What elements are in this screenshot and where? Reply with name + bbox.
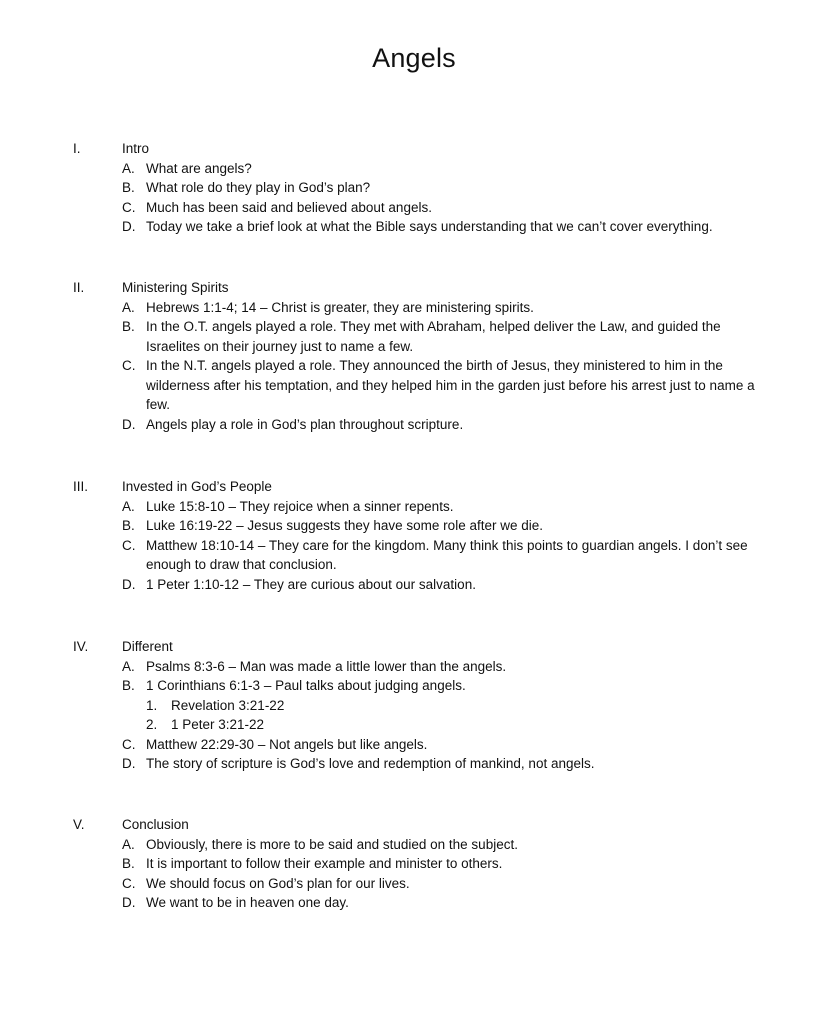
item-label: B. [122, 319, 135, 334]
item-text: Luke 15:8-10 – They rejoice when a sinner repents. [146, 498, 454, 514]
section-title: Different [122, 639, 173, 654]
outline-item [0, 575, 828, 595]
item-label: C. [122, 199, 136, 215]
item-text: Hebrews 1:1-4; 14 – Christ is greater, they are ministering spirits. [146, 299, 534, 315]
item-label: A. [122, 836, 135, 852]
outline-item [0, 835, 828, 855]
item-label: B. [122, 518, 135, 533]
item-text: What are angels? [146, 160, 252, 176]
item-text: Luke 16:19-22 – Jesus suggests they have some role after we die. [146, 518, 543, 533]
document-title: Angels [372, 43, 456, 73]
item-label: B. [122, 180, 135, 195]
item-text: Today we take a brief look at what the Bible says understanding that we can’t cover everything. [146, 219, 713, 234]
item-text: What role do they play in God’s plan? [146, 180, 371, 195]
outline-item [0, 178, 828, 198]
outline-item [0, 754, 828, 774]
outline-item [0, 874, 828, 894]
item-text: We should focus on God’s plan for our lives. [146, 875, 410, 891]
section-title: Invested in God’s People [122, 479, 272, 494]
subitem-text: Revelation 3:21-22 [171, 697, 285, 713]
outline-item [0, 415, 828, 435]
section-number: III. [73, 479, 89, 494]
item-text: Matthew 22:29-30 – Not angels but like angels. [146, 736, 428, 752]
outline-item [0, 159, 828, 179]
item-text: The story of scripture is God’s love and redemption of mankind, not angels. [146, 756, 595, 771]
item-text: 1 Peter 1:10-12 – They are curious about our salvation. [146, 576, 476, 592]
section-number: I. [73, 141, 81, 156]
item-label: D. [122, 416, 136, 432]
item-text: We want to be in heaven one day. [146, 895, 349, 910]
outline-subitem [0, 696, 828, 716]
outline-item [0, 356, 828, 415]
item-label: D. [122, 756, 136, 771]
section-number: IV. [73, 639, 89, 654]
outline-item [0, 217, 828, 237]
outline-item [0, 198, 828, 218]
subitem-label: 2. [146, 717, 158, 732]
item-label: C. [122, 875, 136, 891]
outline-item [0, 317, 828, 356]
item-text: It is important to follow their example and minister to others. [146, 856, 503, 871]
outline-item [0, 298, 828, 318]
outline-subitem [0, 715, 828, 735]
item-label: B. [122, 856, 135, 871]
item-text: Obviously, there is more to be said and studied on the subject. [146, 836, 518, 852]
item-text: 1 Corinthians 6:1-3 – Paul talks about judging angels. [146, 678, 466, 693]
item-label: A. [122, 498, 135, 514]
item-label: A. [122, 160, 135, 176]
outline-item [0, 657, 828, 677]
item-text: Much has been said and believed about angels. [146, 199, 432, 215]
item-text: Angels play a role in God’s plan throughout scripture. [146, 416, 464, 432]
item-label: A. [122, 299, 135, 315]
item-label: D. [122, 895, 136, 910]
outline-item [0, 536, 828, 575]
section-title: Conclusion [122, 817, 189, 832]
outline-item [0, 893, 828, 913]
item-label: D. [122, 576, 136, 592]
item-text: In the N.T. angels played a role. They announced the birth of Jesus, they ministered to him in the wilderness after his temptation, and they helped him in the garden just before his arrest just to name a few. [146, 358, 755, 412]
section-title: Ministering Spirits [122, 280, 229, 295]
item-label: C. [122, 537, 136, 553]
item-label: D. [122, 219, 136, 234]
item-text: Psalms 8:3-6 – Man was made a little lower than the angels. [146, 658, 507, 674]
item-label: B. [122, 678, 135, 693]
item-text: In the O.T. angels played a role. They met with Abraham, helped deliver the Law, and guided the Israelites on their journey just to name a few. [146, 319, 721, 354]
item-label: C. [122, 358, 136, 373]
section-number: II. [73, 280, 85, 295]
outline-item [0, 854, 828, 874]
section-title: Intro [122, 141, 150, 156]
item-text: Matthew 18:10-14 – They care for the kingdom. Many think this points to guardian angels. I don’t see enough to draw that conclusion. [146, 537, 748, 572]
subitem-label: 1. [146, 697, 158, 713]
item-label: C. [122, 736, 136, 752]
outline-item [0, 516, 828, 536]
outline-item [0, 676, 828, 696]
item-label: A. [122, 658, 135, 674]
outline-item [0, 735, 828, 755]
section-number: V. [73, 817, 85, 832]
subitem-text: 1 Peter 3:21-22 [171, 717, 265, 732]
outline-item [0, 497, 828, 517]
